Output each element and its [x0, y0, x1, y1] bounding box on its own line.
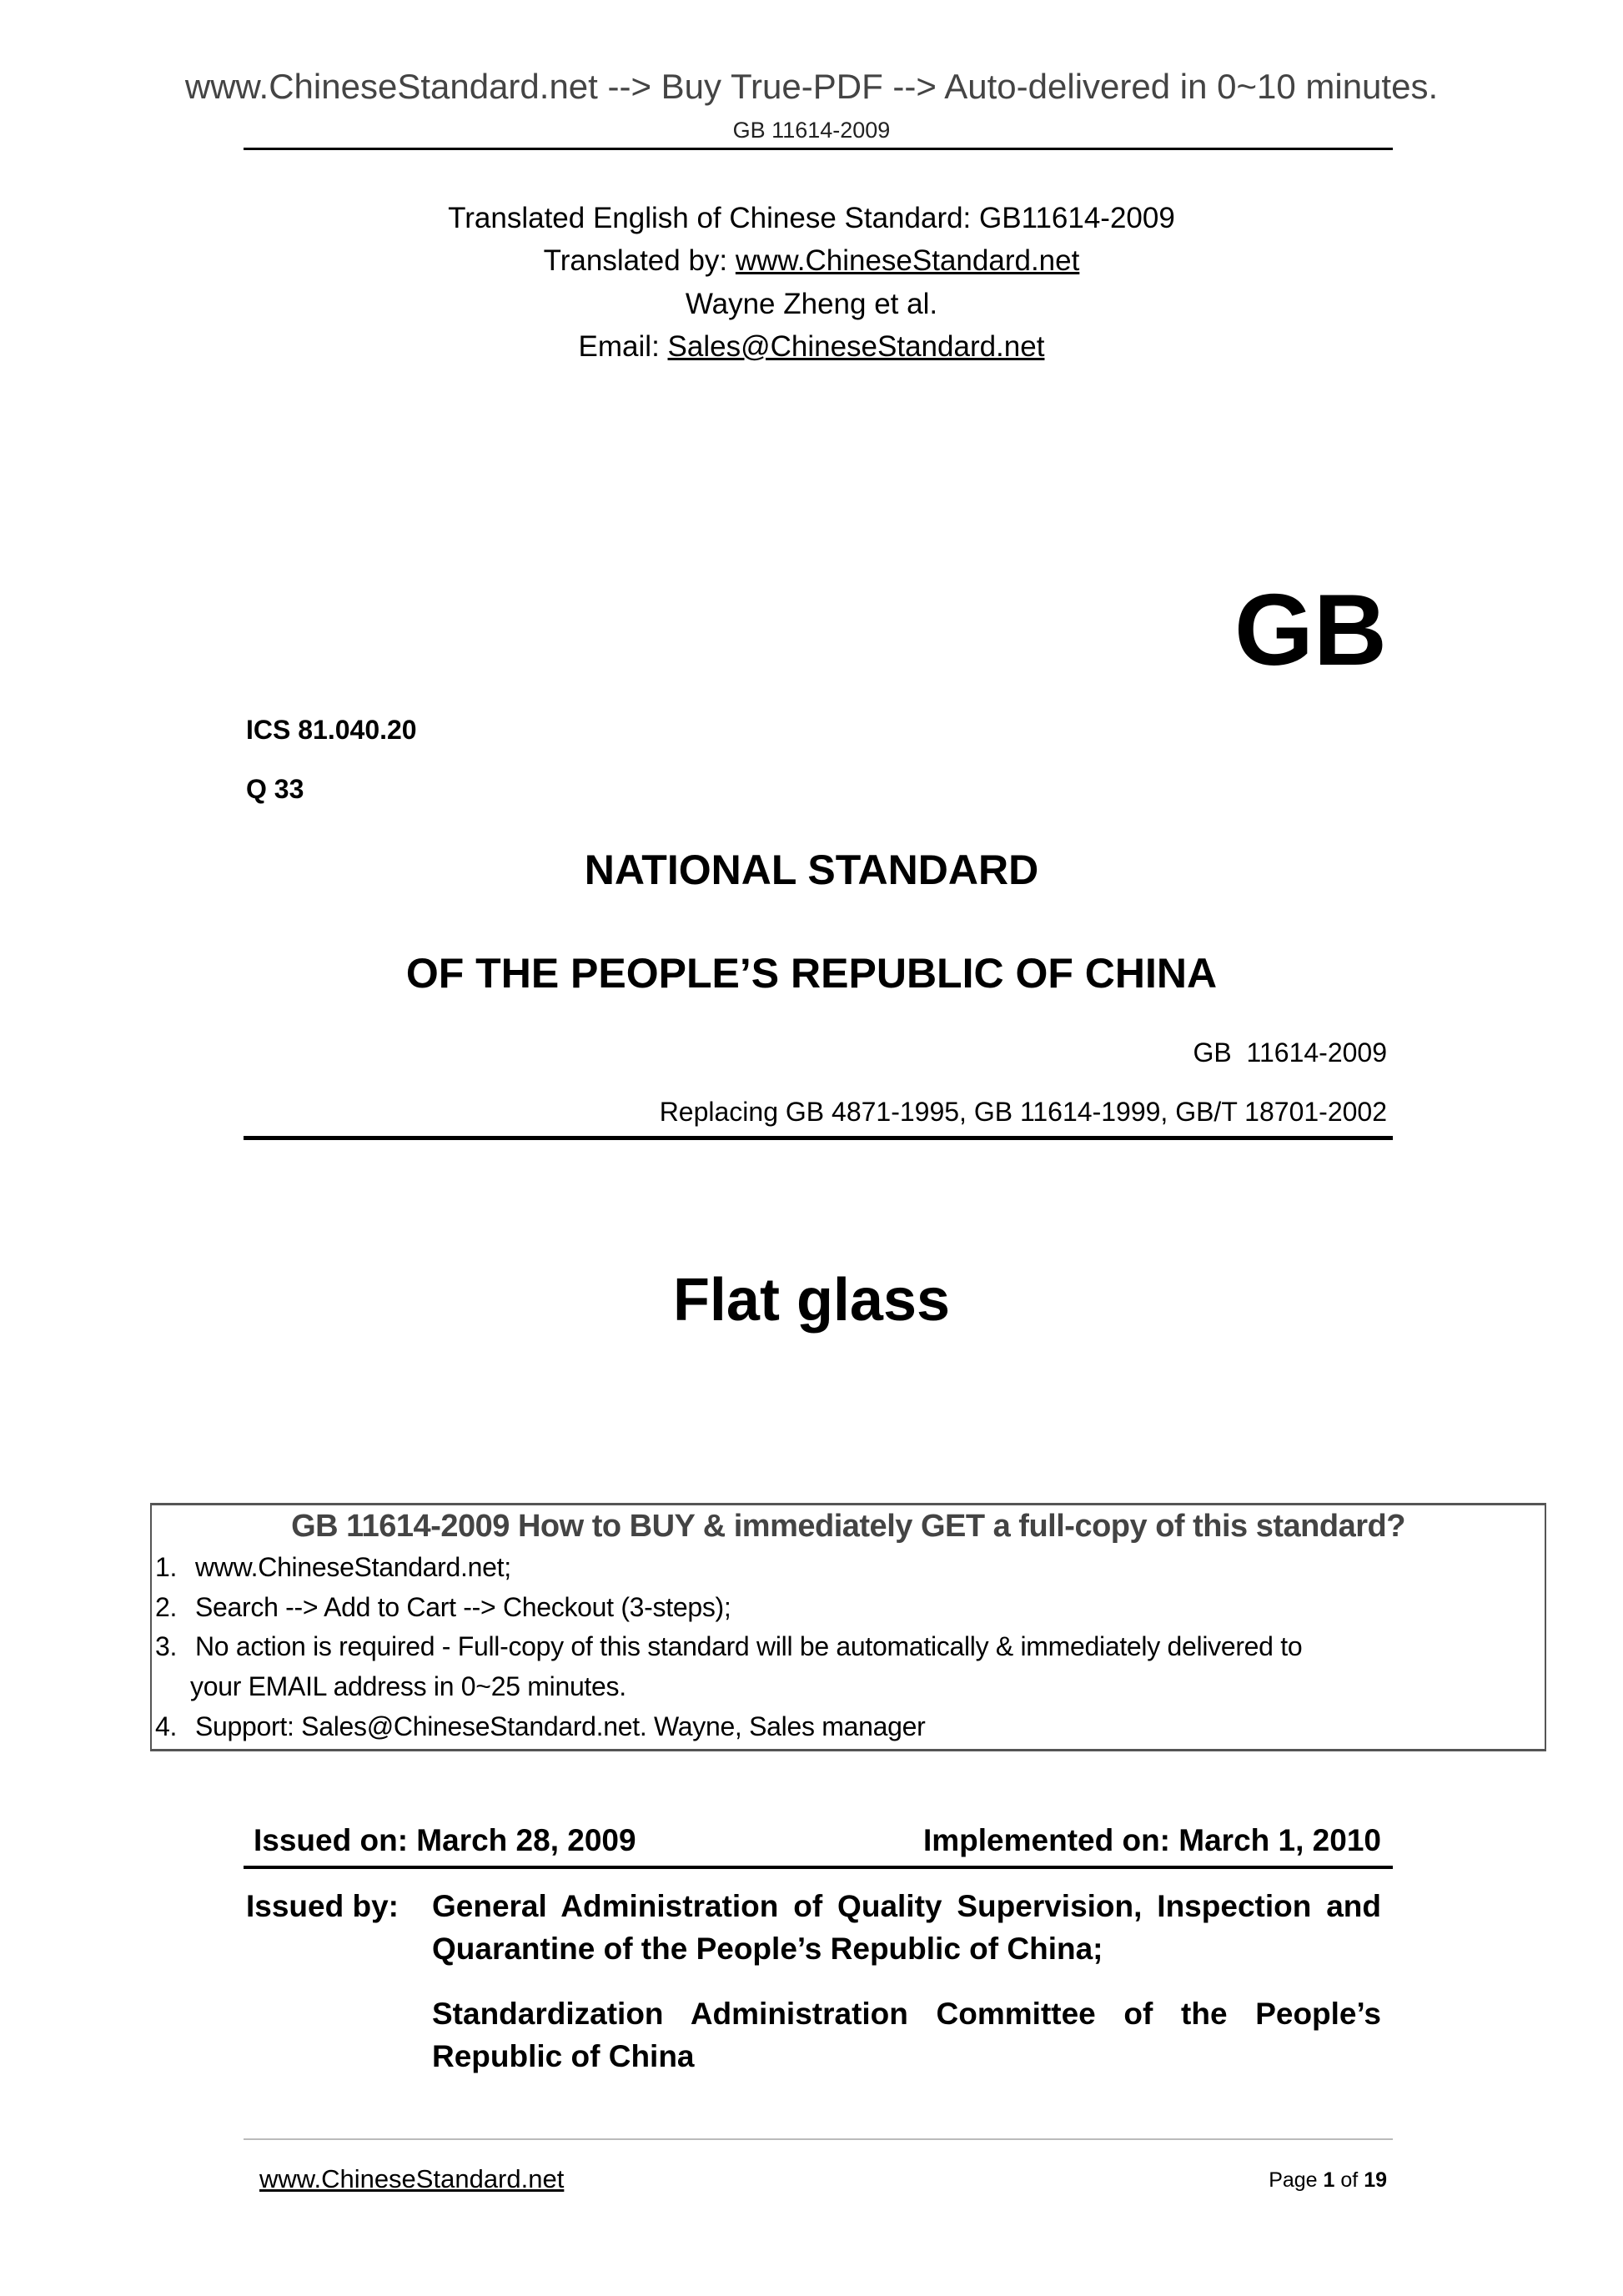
- header-doc-code: GB 11614-2009: [732, 118, 891, 143]
- item-text: www.ChineseStandard.net;: [195, 1552, 511, 1582]
- gb-mark: GB: [1234, 573, 1387, 686]
- page-prefix: Page: [1269, 2168, 1324, 2192]
- footer-link[interactable]: www.ChineseStandard.net: [259, 2164, 565, 2193]
- header-rule: [244, 148, 1393, 150]
- header-banner: www.ChineseStandard.net --> Buy True-PDF --> Auto-delivered in 0~10 minutes.: [184, 67, 1439, 106]
- issued-on: Issued on: March 28, 2009: [254, 1823, 636, 1857]
- item-number: 4.: [155, 1711, 178, 1741]
- issuer-org-1: General Administration of Quality Supervision, Inspection and Quarantine of the People’s Republic of China;: [432, 1889, 1381, 1966]
- title-national-standard: NATIONAL STANDARD: [584, 847, 1039, 893]
- cover-rule: [244, 1136, 1393, 1140]
- list-item-continuation: your EMAIL address in 0~25 minutes.: [190, 1671, 626, 1701]
- author: Wayne Zheng et al.: [685, 288, 938, 320]
- standard-number: GB 11614-2009: [1193, 1037, 1387, 1068]
- item-number: 2.: [155, 1592, 178, 1622]
- translated-by: [0, 244, 1623, 278]
- page-of: of: [1334, 2168, 1364, 2192]
- item-number: 3.: [155, 1631, 178, 1661]
- item-text: Support: Sales@ChineseStandard.net. Wayne, Sales manager: [195, 1711, 926, 1741]
- item-text: Search --> Add to Cart --> Checkout (3-steps);: [195, 1592, 731, 1622]
- translator-link[interactable]: www.ChineseStandard.net: [735, 244, 1080, 277]
- page-number: 1: [1323, 2168, 1335, 2192]
- list-item: [155, 1711, 925, 1742]
- page-total: 19: [1364, 2168, 1387, 2192]
- list-item: [155, 1552, 511, 1583]
- email-line: [0, 330, 1623, 364]
- email-link[interactable]: Sales@ChineseStandard.net: [667, 330, 1045, 363]
- item-text: No action is required - Full-copy of this standard will be automatically & immediately delivered to: [195, 1631, 1303, 1661]
- buy-info-box: [150, 1503, 1546, 1751]
- dates-rule: [244, 1866, 1393, 1869]
- translation-line: Translated English of Chinese Standard: GB11614-2009: [448, 202, 1175, 234]
- list-item: [155, 1592, 731, 1623]
- page-indicator: [1269, 2168, 1387, 2193]
- issued-by-label: Issued by:: [246, 1889, 399, 1923]
- footer-rule: [244, 2138, 1393, 2140]
- document-title: Flat glass: [672, 1267, 951, 1334]
- title-prc: OF THE PEOPLE’S REPUBLIC OF CHINA: [405, 950, 1218, 997]
- translated-by-label: Translated by:: [543, 244, 736, 277]
- list-item: [155, 1631, 1302, 1662]
- replacing-standards: Replacing GB 4871-1995, GB 11614-1999, GB/T 18701-2002: [659, 1097, 1387, 1127]
- ics-code: ICS 81.040.20: [246, 715, 417, 745]
- issuer-org-2: Standardization Administration Committee of the People’s Republic of China: [432, 1997, 1381, 2073]
- buy-box-title: GB 11614-2009 How to BUY & immediately GET a full-copy of this standard?: [291, 1509, 1405, 1544]
- ccs-code: Q 33: [246, 774, 304, 804]
- email-label: Email:: [578, 330, 668, 363]
- item-number: 1.: [155, 1552, 178, 1582]
- implemented-on: Implemented on: March 1, 2010: [922, 1823, 1381, 1857]
